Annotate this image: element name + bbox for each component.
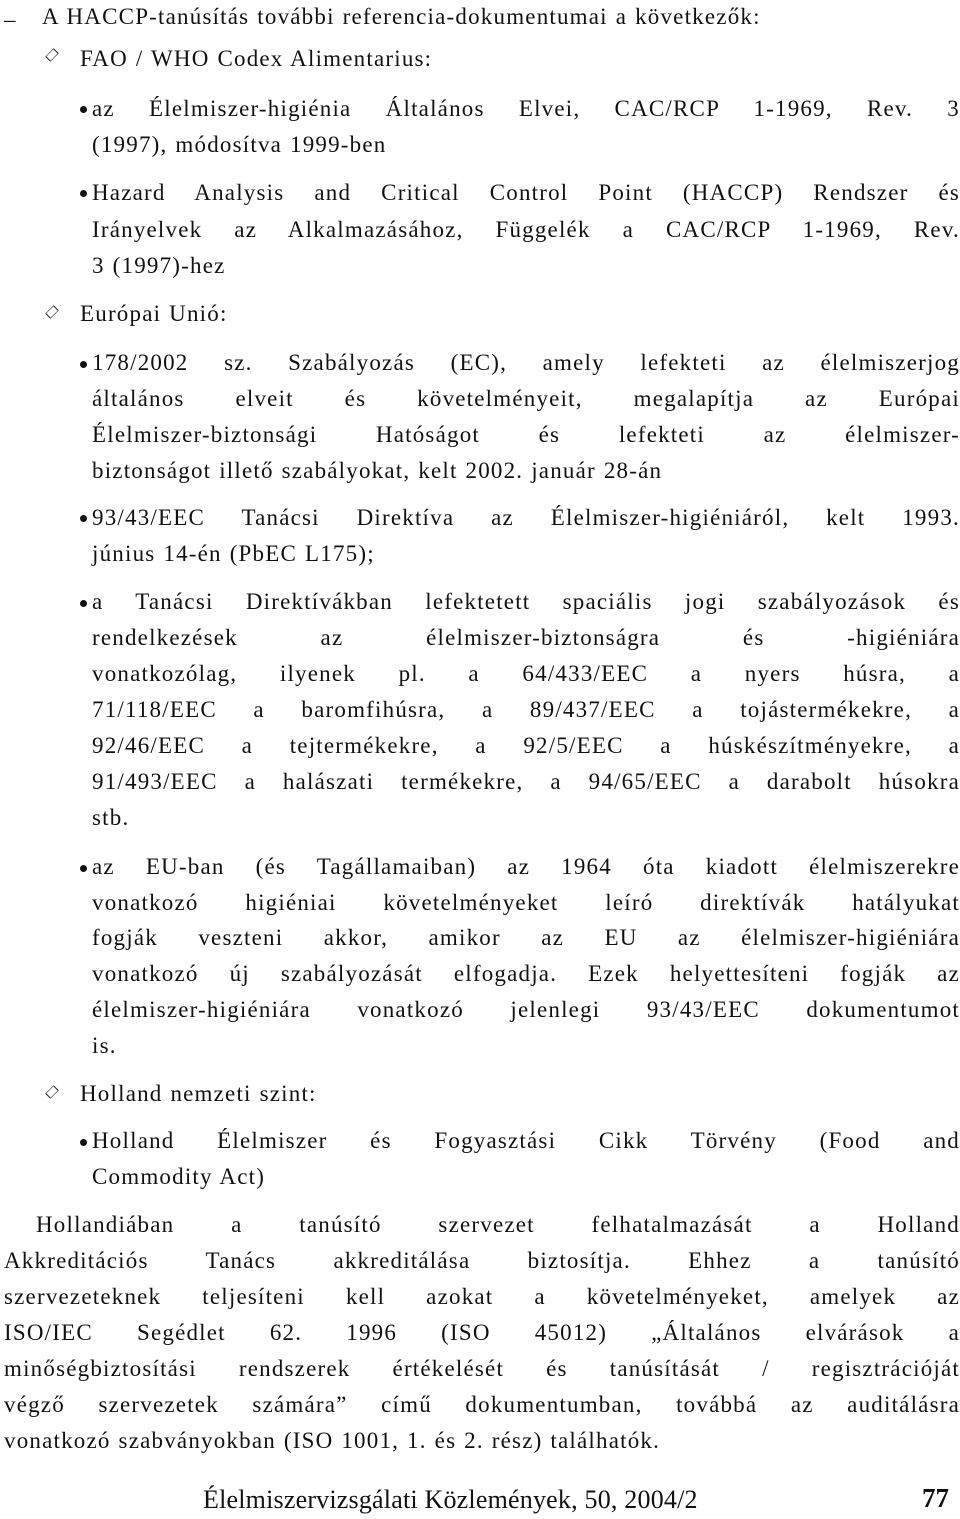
bullet-text-line: 92/46/EEC a tejtermékekre, a 92/5/EEC a húskészítményekre, a: [92, 733, 960, 758]
bullet-icon: [80, 1139, 87, 1146]
eu-heading: Európai Unió:: [80, 301, 228, 326]
bullet-text-line: Irányelvek az Alkalmazásához, Függelék a CAC/RCP 1-1969, Rev.: [92, 217, 960, 242]
diamond-icon: [45, 48, 59, 62]
fao-heading: FAO / WHO Codex Alimentarius:: [80, 46, 433, 71]
bullet-icon: [80, 361, 87, 368]
intro-line: A HACCP-tanúsítás további referencia-dokumentumai a következők:: [42, 4, 761, 29]
paragraph-line: végző szervezetek számára” című dokumentumban, továbbá az auditálásra: [4, 1392, 960, 1417]
dash-marker: –: [4, 7, 16, 32]
bullet-text-line: 178/2002 sz. Szabályozás (EC), amely lefekteti az élelmiszerjog: [92, 350, 960, 375]
bullet-icon: [80, 515, 87, 522]
paragraph-line: szervezeteknek teljesíteni kell azokat a követelményeket, amelyek az: [4, 1284, 960, 1309]
bullet-text-line: stb.: [92, 805, 130, 830]
bullet-icon: [80, 190, 87, 197]
bullet-text-line: vonatkozó higiéniai követelményeket leíró direktívák hatályukat: [92, 890, 960, 915]
bullet-text-line: Hazard Analysis and Critical Control Point (HACCP) Rendszer és: [92, 180, 960, 205]
bullet-text-line: az Élelmiszer-higiénia Általános Elvei, CAC/RCP 1-1969, Rev. 3: [92, 96, 960, 121]
bullet-text-line: 71/118/EEC a baromfihúsra, a 89/437/EEC a tojástermékekre, a: [92, 697, 960, 722]
bullet-text-line: Holland Élelmiszer és Fogyasztási Cikk Törvény (Food and: [92, 1128, 960, 1153]
bullet-icon: [80, 106, 87, 113]
bullet-text-line: általános elveit és követelményeit, megalapítja az Európai: [92, 386, 960, 411]
bullet-text-line: is.: [92, 1033, 117, 1058]
bullet-text-line: Commodity Act): [92, 1164, 266, 1189]
paragraph-line: minőségbiztosítási rendszerek értékelését és tanúsítását / regisztrációját: [4, 1356, 960, 1381]
bullet-text-line: június 14-én (PbEC L175);: [92, 541, 375, 566]
page-number: 77: [922, 1483, 949, 1513]
bullet-text-line: élelmiszer-higiéniára vonatkozó jelenlegi 93/43/EEC dokumentumot: [92, 997, 960, 1022]
paragraph-line: ISO/IEC Segédlet 62. 1996 (ISO 45012) „Általános elvárások a: [4, 1320, 960, 1345]
bullet-icon: [80, 865, 87, 872]
bullet-icon: [80, 600, 87, 607]
journal-footer: Élelmiszervizsgálati Közlemények, 50, 2004/2: [203, 1485, 698, 1514]
bullet-text-line: vonatkozólag, ilyenek pl. a 64/433/EEC a nyers húsra, a: [92, 661, 960, 686]
bullet-text-line: 3 (1997)-hez: [92, 253, 226, 278]
bullet-text-line: fogják veszteni akkor, amikor az EU az élelmiszer-higiéniára: [92, 925, 960, 950]
paragraph-line: vonatkozó szabványokban (ISO 1001, 1. és 2. rész) találhatók.: [4, 1428, 661, 1453]
bullet-text-line: vonatkozó új szabályozását elfogadja. Ezek helyettesíteni fogják az: [92, 961, 960, 986]
bullet-text-line: rendelkezések az élelmiszer-biztonságra és -higiéniára: [92, 625, 960, 650]
paragraph-line: Akkreditációs Tanács akkreditálása biztosítja. Ehhez a tanúsító: [4, 1248, 960, 1273]
nl-heading: Holland nemzeti szint:: [80, 1081, 317, 1106]
bullet-text-line: 91/493/EEC a halászati termékekre, a 94/65/EEC a darabolt húsokra: [92, 769, 960, 794]
bullet-text-line: a Tanácsi Direktívákban lefektetett spaciális jogi szabályozások és: [92, 589, 960, 614]
bullet-text-line: az EU-ban (és Tagállamaiban) az 1964 óta kiadott élelmiszerekre: [92, 854, 960, 879]
diamond-icon: [45, 1085, 59, 1099]
bullet-text-line: Élelmiszer-biztonsági Hatóságot és lefekteti az élelmiszer-: [92, 422, 960, 447]
bullet-text-line: (1997), módosítva 1999-ben: [92, 132, 387, 157]
bullet-text-line: biztonságot illető szabályokat, kelt 2002. január 28-án: [92, 458, 663, 483]
bullet-text-line: 93/43/EEC Tanácsi Direktíva az Élelmiszer-higiéniáról, kelt 1993.: [92, 505, 960, 530]
diamond-icon: [45, 305, 59, 319]
paragraph-line: Hollandiában a tanúsító szervezet felhatalmazását a Holland: [36, 1212, 960, 1237]
